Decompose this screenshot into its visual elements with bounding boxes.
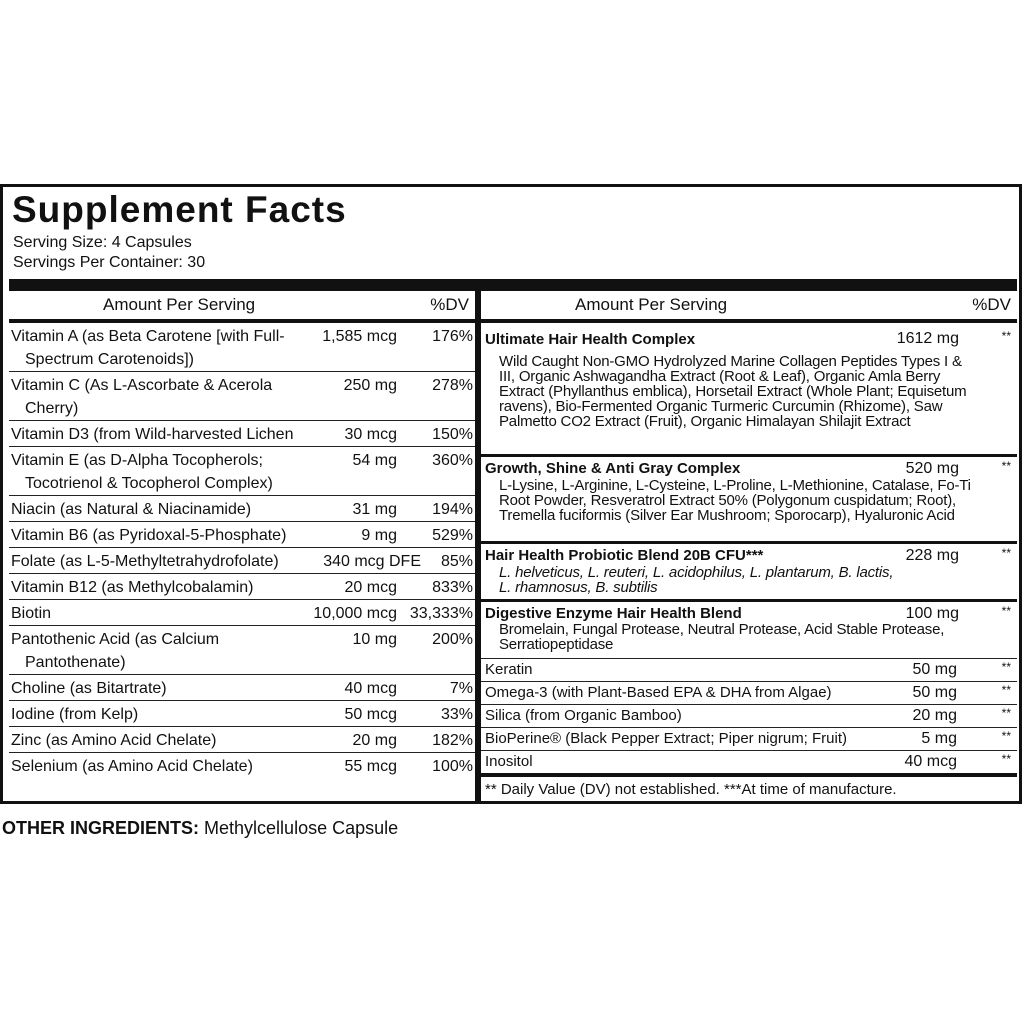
nutrient-amount: 250 mg <box>343 377 397 394</box>
nutrient-amount: 20 mg <box>352 732 397 749</box>
nutrient-row <box>9 753 475 778</box>
nutrient-amount: 20 mcg <box>344 579 397 596</box>
left-amount-header: Amount Per Serving <box>103 295 256 314</box>
ingredient-amount: 50 mg <box>912 661 957 678</box>
nutrient-name: Biotin <box>11 605 52 622</box>
nutrient-name: Niacin (as Natural & Niacinamide) <box>11 501 252 518</box>
nutrient-amount: 9 mg <box>361 527 397 544</box>
blend-row <box>481 544 1017 602</box>
blend-dv: ** <box>1001 604 1011 618</box>
ingredient-amount: 20 mg <box>912 707 957 724</box>
ingredient-dv: ** <box>1001 706 1011 720</box>
blend-amount: 520 mg <box>905 460 959 477</box>
nutrient-name: Vitamin B12 (as Methylcobalamin) <box>11 579 254 596</box>
nutrient-row <box>9 727 475 753</box>
left-column-header <box>9 291 475 323</box>
nutrient-dv: 176% <box>432 328 473 345</box>
right-dv-header: %DV <box>972 295 1011 314</box>
nutrient-row <box>9 600 475 626</box>
header-divider <box>9 279 1017 291</box>
nutrient-dv: 278% <box>432 377 473 394</box>
blend-dv: ** <box>1001 459 1011 473</box>
panel-title: Supplement Facts <box>12 189 347 230</box>
ingredient-amount: 50 mg <box>912 684 957 701</box>
nutrient-amount: 10 mg <box>352 631 397 648</box>
left-dv-header: %DV <box>430 295 469 314</box>
nutrient-row <box>9 421 475 447</box>
nutrient-dv: 150% <box>432 426 473 443</box>
nutrient-name: Pantothenic Acid (as Calcium Pantothenate) <box>11 631 220 671</box>
supplement-facts-panel <box>0 184 1022 804</box>
blend-ingredients: L. helveticus, L. reuteri, L. acidophilus, L. plantarum, B. lactis, L. rhamnosus, B. subtilis <box>499 564 894 596</box>
ingredient-name: Silica (from Organic Bamboo) <box>485 707 682 724</box>
nutrient-amount: 10,000 mcg <box>313 605 397 622</box>
ingredient-name: Inositol <box>485 753 533 770</box>
nutrient-amount: 55 mcg <box>344 758 397 775</box>
nutrient-name: Vitamin D3 (from Wild-harvested Lichen <box>11 426 294 443</box>
nutrient-amount: 30 mcg <box>344 426 397 443</box>
nutrient-amount: 31 mg <box>352 501 397 518</box>
nutrient-name: Selenium (as Amino Acid Chelate) <box>11 758 253 775</box>
serving-size: Serving Size: 4 Capsules <box>13 234 192 251</box>
ingredient-name: Omega-3 (with Plant-Based EPA & DHA from Algae) <box>485 684 832 701</box>
ingredient-row <box>481 705 1017 728</box>
ingredient-row <box>481 728 1017 751</box>
nutrient-name: Folate (as L-5-Methyltetrahydrofolate) <box>11 553 279 570</box>
nutrient-row <box>9 372 475 421</box>
blend-row <box>481 457 1017 544</box>
ingredient-dv: ** <box>1001 660 1011 674</box>
blend-name: Hair Health Probiotic Blend 20B CFU*** <box>485 547 764 564</box>
blend-name: Growth, Shine & Anti Gray Complex <box>485 460 741 477</box>
blend-name: Ultimate Hair Health Complex <box>485 331 696 348</box>
nutrient-dv: 529% <box>432 527 473 544</box>
servings-per-container: Servings Per Container: 30 <box>13 254 206 271</box>
nutrient-row <box>9 626 475 675</box>
ingredient-amount: 5 mg <box>921 730 957 747</box>
nutrient-name: Zinc (as Amino Acid Chelate) <box>11 732 217 749</box>
right-column <box>481 291 1017 798</box>
ingredient-row <box>481 751 1017 777</box>
blend-dv: ** <box>1001 546 1011 560</box>
other-ingredients-label: OTHER INGREDIENTS: <box>2 818 200 838</box>
nutrient-dv: 182% <box>432 732 473 749</box>
blend-row <box>481 602 1017 659</box>
blend-ingredients: Wild Caught Non-GMO Hydrolyzed Marine Collagen Peptides Types I & III, Organic Ashwagandha Extract (Root & Leaf), Organic Amla Berry Extract (Phyllanthus emblica), Horsetail Extract (Whole Plant; Equisetum ravens), Bio-Fermented Organic Turmeric Curcumin (Rhizome), Saw Palmetto CO2 Extract (Fruit), Organic Himalayan Shilajit Extract <box>499 353 967 430</box>
blend-name: Digestive Enzyme Hair Health Blend <box>485 605 742 622</box>
nutrient-row <box>9 701 475 727</box>
nutrient-name: Vitamin C (As L-Ascorbate & Acerola Cherry) <box>11 377 273 417</box>
nutrient-dv: 360% <box>432 452 473 469</box>
nutrient-amount: 40 mcg <box>344 680 397 697</box>
blend-row <box>481 323 1017 457</box>
ingredient-amount: 40 mcg <box>904 753 957 770</box>
nutrient-amount: 1,585 mcg <box>322 328 397 345</box>
nutrient-row <box>9 548 475 574</box>
nutrient-name: Choline (as Bitartrate) <box>11 680 167 697</box>
nutrient-row <box>9 574 475 600</box>
left-column <box>9 291 475 778</box>
nutrient-name: Vitamin A (as Beta Carotene [with Full- Spectrum Carotenoids]) <box>11 328 285 368</box>
nutrient-amount: 54 mg <box>352 452 397 469</box>
right-amount-header: Amount Per Serving <box>575 295 728 314</box>
ingredient-dv: ** <box>1001 729 1011 743</box>
nutrient-dv: 33,333% <box>409 605 473 622</box>
ingredient-dv: ** <box>1001 752 1011 766</box>
nutrient-name: Iodine (from Kelp) <box>11 706 139 723</box>
blend-dv: ** <box>1001 329 1011 343</box>
nutrient-name: Vitamin E (as D-Alpha Tocopherols; Tocotrienol & Tocopherol Complex) <box>11 452 273 492</box>
blend-amount: 100 mg <box>905 605 959 622</box>
other-ingredients <box>2 818 398 839</box>
blend-amount: 228 mg <box>905 547 959 564</box>
nutrient-dv: 7% <box>449 680 473 697</box>
nutrient-dv: 194% <box>432 501 473 518</box>
blend-amount: 1612 mg <box>896 330 959 347</box>
other-ingredients-value: Methylcellulose Capsule <box>204 818 399 838</box>
ingredient-name: BioPerine® (Black Pepper Extract; Piper nigrum; Fruit) <box>485 730 848 747</box>
ingredient-row <box>481 659 1017 682</box>
nutrient-dv: 833% <box>432 579 473 596</box>
nutrient-dv: 85% <box>440 553 473 570</box>
nutrient-amount: 50 mcg <box>344 706 397 723</box>
dv-footnote: ** Daily Value (DV) not established. ***At time of manufacture. <box>485 781 897 798</box>
ingredient-row <box>481 682 1017 705</box>
nutrient-amount: 340 mcg DFE <box>323 553 421 570</box>
right-column-header <box>481 291 1017 323</box>
nutrient-dv: 200% <box>432 631 473 648</box>
nutrient-dv: 33% <box>440 706 473 723</box>
nutrient-row <box>9 675 475 701</box>
nutrient-dv: 100% <box>432 758 473 775</box>
nutrient-row <box>9 447 475 496</box>
blend-ingredients: L-Lysine, L-Arginine, L-Cysteine, L-Proline, L-Methionine, Catalase, Fo-Ti Root Powder, Resveratrol Extract 50% (Polygonum cuspidatum; Root), Tremella fuciformis (Silver Ear Mushroom; Sporocarp), Hyaluronic Acid <box>499 477 971 524</box>
nutrient-name: Vitamin B6 (as Pyridoxal-5-Phosphate) <box>11 527 287 544</box>
ingredient-name: Keratin <box>485 661 533 678</box>
nutrient-row <box>9 496 475 522</box>
blend-ingredients: Bromelain, Fungal Protease, Neutral Protease, Acid Stable Protease, Serratiopeptidase <box>499 621 945 653</box>
nutrient-row <box>9 323 475 372</box>
nutrient-row <box>9 522 475 548</box>
ingredient-dv: ** <box>1001 683 1011 697</box>
